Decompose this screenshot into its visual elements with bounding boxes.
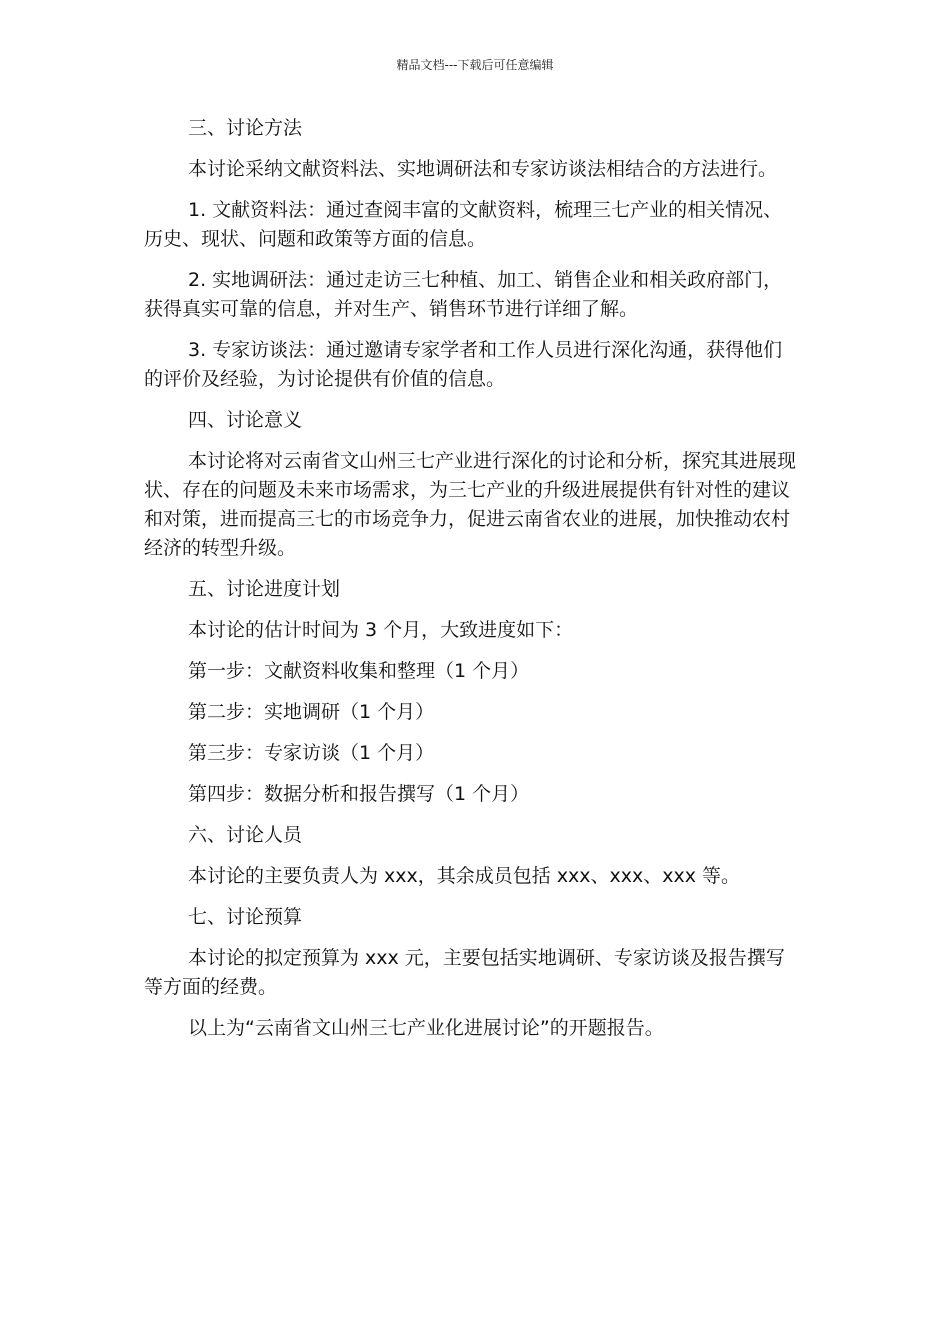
schedule-step-4: 第四步：数据分析和报告撰写（1 个月） [188,783,530,805]
document-body [144,114,800,1055]
schedule-intro-paragraph: 本讨论的估计时间为 3 个月，大致进度如下： [188,619,574,641]
schedule-step-2: 第二步：实地调研（1 个月） [188,701,435,723]
personnel-paragraph: 本讨论的主要负责人为 xxx，其余成员包括 xxx、xxx、xxx 等。 [188,865,741,887]
section-heading-method: 三、讨论方法 [188,117,303,139]
schedule-step-3: 第三步：专家访谈（1 个月） [188,742,435,764]
schedule-step-1: 第一步：文献资料收集和整理（1 个月） [188,660,530,682]
method-item-field-research: 2. 实地调研法：通过走访三七种植、加工、销售企业和相关政府部门，获得真实可靠的信息，并对生产、销售环节进行详细了解。 [144,269,783,320]
section-heading-schedule: 五、讨论进度计划 [188,578,341,600]
section-heading-significance: 四、讨论意义 [188,409,303,431]
section-heading-personnel: 六、讨论人员 [188,824,303,846]
method-item-expert-interview: 3. 专家访谈法：通过邀请专家学者和工作人员进行深化沟通，获得他们的评价及经验，为讨论提供有价值的信息。 [144,339,783,390]
budget-paragraph: 本讨论的拟定预算为 xxx 元，主要包括实地调研、专家访谈及报告撰写等方面的经费。 [144,947,785,998]
method-intro-paragraph: 本讨论采纳文献资料法、实地调研法和专家访谈法相结合的方法进行。 [188,158,778,180]
closing-paragraph: 以上为“云南省文山州三七产业化进展讨论”的开题报告。 [188,1017,664,1039]
page-header: 精品文档---下载后可任意编辑 [396,58,554,72]
significance-paragraph: 本讨论将对云南省文山州三七产业进行深化的讨论和分析，探究其进展现状、存在的问题及未来市场需求，为三七产业的升级进展提供有针对性的建议和对策，进而提高三七的市场竞争力，促进云南省农业的进展，加快推动农村经济的转型升级。 [144,450,797,559]
section-heading-budget: 七、讨论预算 [188,906,303,928]
method-item-literature: 1. 文献资料法：通过查阅丰富的文献资料，梳理三七产业的相关情况、历史、现状、问题和政策等方面的信息。 [144,199,783,250]
